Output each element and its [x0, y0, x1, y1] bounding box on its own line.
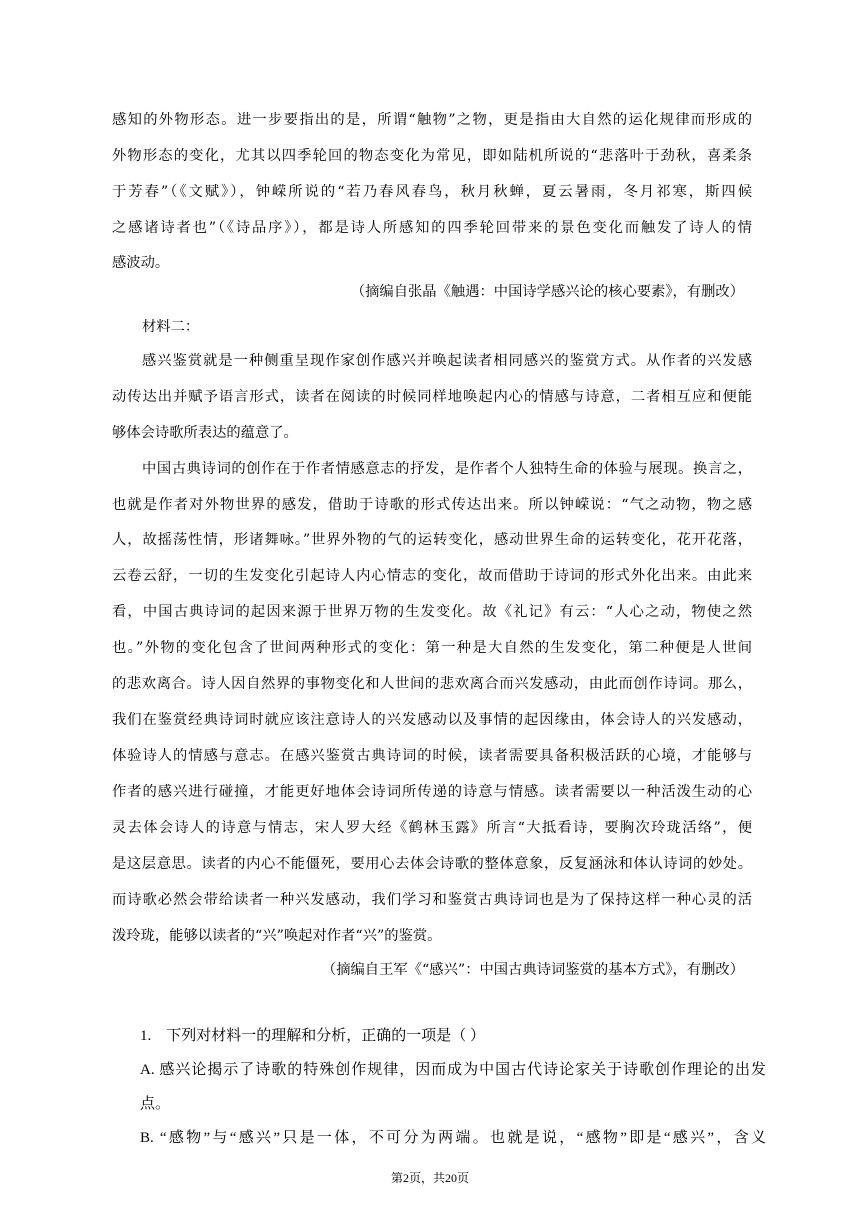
- text-line: 够体会诗歌所表达的蕴意了。: [112, 425, 298, 441]
- option-a-text: 感兴论揭示了诗歌的特殊创作规律，因而成为中国古代诗论家关于诗歌创作理论的出发: [159, 1062, 766, 1078]
- text-line: 中国古典诗词的创作在于作者情感意志的抒发，是作者个人独特生命的体验与展现。换言之，: [142, 461, 752, 477]
- option-b-label: B.: [140, 1130, 154, 1146]
- text-line: 人，故摇荡性情，形诸舞咏。”世界外物的气的运转变化，感动世界生命的运转变化，花开花落，: [112, 532, 752, 548]
- option-b-line: [140, 1128, 766, 1148]
- text-line: 我们在鉴赏经典诗词时就应该注意诗人的兴发感动以及事情的起因缘由，体会诗人的兴发感动，: [112, 712, 752, 728]
- page-number: 第2页，共20页: [390, 1171, 469, 1185]
- text-line: 感知的外物形态。进一步要指出的是，所谓“触物”之物，更是指由大自然的运化规律而形成的: [112, 112, 752, 128]
- text-line: 也就是作者对外物世界的感发，借助于诗歌的形式传达出来。所以钟嵘说：“气之动物，物之感: [112, 497, 752, 513]
- text-line: 于芳春”（《文赋》），钟嵘所说的“若乃春风春鸟，秋月秋蝉，夏云暑雨，冬月祁寒，斯四候: [112, 184, 752, 200]
- text-line: 看，中国古典诗词的起因来源于世界万物的生发变化。故《礼记》有云：“人心之动，物使之然: [112, 604, 752, 620]
- text-line: 感波动。: [112, 255, 170, 271]
- question-stem: [140, 1026, 766, 1046]
- text-line: 也。”外物的变化包含了世间两种形式的变化：第一种是大自然的生发变化，第二种便是人世间: [112, 640, 752, 656]
- text-line: 作者的感兴进行碰撞，才能更好地体会诗词所传递的诗意与情感。读者需要以一种活泼生动的心: [112, 784, 752, 800]
- option-a-label: A.: [140, 1062, 155, 1078]
- text-line: 而诗歌必然会带给读者一种兴发感动，我们学习和鉴赏古典诗词也是为了保持这样一种心灵的活: [112, 892, 752, 908]
- source-citation: （摘编自张晶《触遇：中国诗学感兴论的核心要素》，有删改）: [350, 284, 744, 300]
- question-text: 下列对材料一的理解和分析，正确的一项是（ ）: [166, 1028, 486, 1044]
- question-number: 1.: [140, 1028, 152, 1044]
- text-line: 云卷云舒，一切的生发变化引起诗人内心情志的变化，故而借助于诗词的形式外化出来。由此来: [112, 568, 752, 584]
- text-line: 之感诸诗者也”（《诗品序》），都是诗人所感知的四季轮回带来的景色变化而触发了诗人的情: [112, 220, 752, 236]
- section-heading: 材料二：: [142, 319, 200, 335]
- text-line: 是这层意思。读者的内心不能僵死，要用心去体会诗歌的整体意象，反复涵泳和体认诗词的妙处。: [112, 856, 752, 872]
- text-line: 感兴鉴赏就是一种侧重呈现作家创作感兴并唤起读者相同感兴的鉴赏方式。从作者的兴发感: [142, 353, 752, 369]
- text-line: 灵去体会诗人的诗意与情志，宋人罗大经《鹤林玉露》所言“大抵看诗，要胸次玲珑活络”，便: [112, 820, 752, 836]
- text-line: 动传达出并赋予语言形式，读者在阅读的时候同样地唤起内心的情感与诗意，二者相互应和便能: [112, 389, 752, 405]
- option-a-line: [140, 1060, 766, 1080]
- option-a-continuation: 点。: [140, 1096, 171, 1112]
- source-citation: （摘编自王军《“感兴”：中国古典诗词鉴赏的基本方式》，有删改）: [321, 962, 744, 978]
- text-line: 泼玲珑，能够以读者的“兴”唤起对作者“兴”的鉴赏。: [112, 928, 442, 944]
- text-line: 体验诗人的情感与意志。在感兴鉴赏古典诗词的时候，读者需要具备积极活跃的心境，才能够与: [112, 748, 752, 764]
- text-line: 的悲欢离合。诗人因自然界的事物变化和人世间的悲欢离合而兴发感动，由此而创作诗词。那么，: [112, 676, 752, 692]
- option-b-text: “感物”与“感兴”只是一体，不可分为两端。也就是说，“感物”即是“感兴”，含义: [159, 1130, 766, 1146]
- text-line: 外物形态的变化，尤其以四季轮回的物态变化为常见，即如陆机所说的“悲落叶于劲秋，喜柔条: [112, 148, 752, 164]
